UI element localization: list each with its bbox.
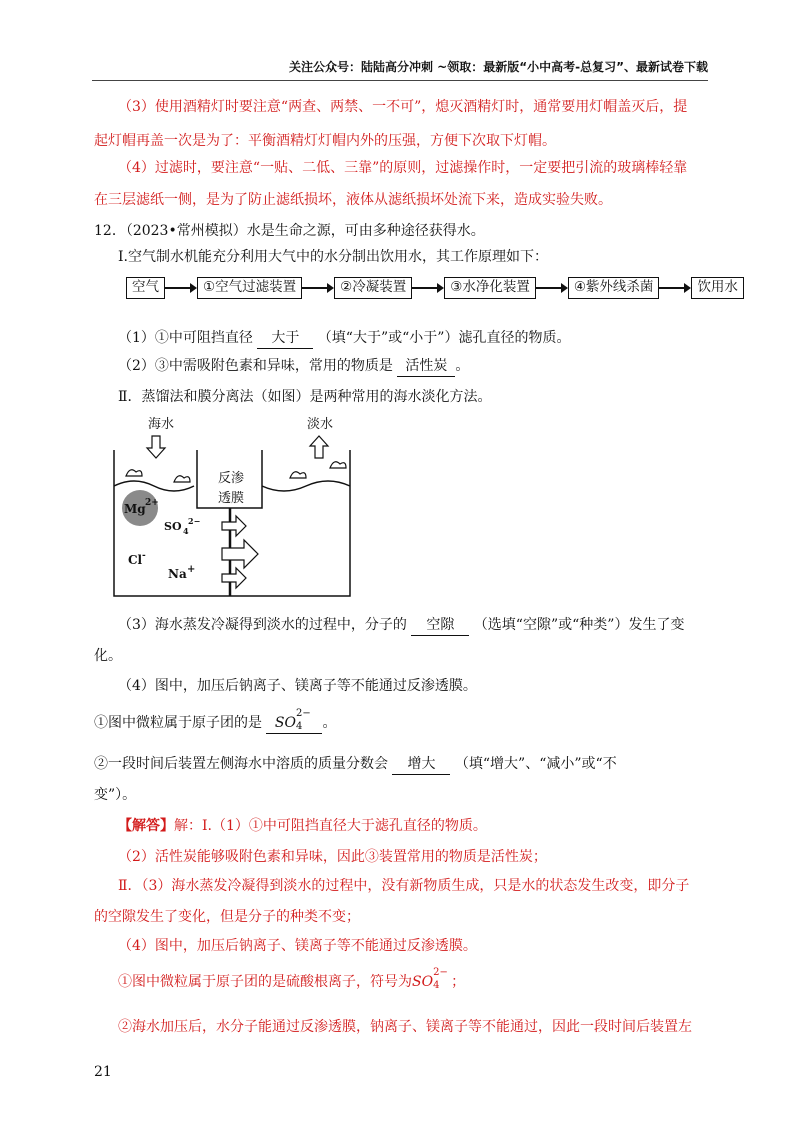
q4a-answer-formula: SO [274, 715, 296, 731]
prev-answer-line: （4）过滤时，要注意“一贴、二低、三靠”的原则，过滤操作时，一定要把引流的玻璃棒轻靠 [118, 160, 688, 176]
q2-answer-blank: 活性炭 [397, 356, 455, 377]
flow-step: ①空气过滤装置 [197, 277, 302, 299]
solution-formula-charge: 2− [433, 967, 448, 978]
question-1 [118, 328, 570, 349]
right-arrow-icon [222, 568, 246, 588]
freshwater-label: 淡水 [307, 417, 334, 432]
solution-formula-subscript: 4 [433, 980, 440, 991]
flow-step: ②冷凝装置 [334, 277, 412, 299]
wave-icon [330, 462, 346, 468]
right-arrow-icon [222, 540, 258, 568]
q1-text: （填“大于”或“小于”）滤孔直径的物质。 [313, 330, 571, 346]
q2-text: 。 [455, 358, 470, 374]
flow-diagram [126, 277, 744, 299]
so4-ion-label: SO [164, 520, 182, 533]
down-arrow-icon [147, 436, 165, 458]
prev-answer-line: （3）使用酒精灯时要注意“两查、两禁、一不可”，熄灭酒精灯时，通常要用灯帽盖灭后，提 [118, 99, 688, 115]
q1-answer-blank: 大于 [257, 328, 313, 349]
so4-ion-sub: 4 [183, 526, 189, 536]
na-ion-charge: + [187, 564, 196, 575]
part1-intro: Ⅰ.空气制水机能充分利用大气中的水分制出饮用水，其工作原理如下： [118, 249, 548, 265]
solution-line: 的空隙发生了变化，但是分子的种类不变； [94, 909, 360, 925]
solution-text: ； [451, 974, 466, 990]
mg-ion-charge: 2+ [145, 498, 159, 508]
wave-icon [174, 476, 190, 482]
right-arrow-icon [222, 516, 246, 536]
membrane-label: 透膜 [218, 491, 245, 506]
prev-answer-line: 在三层滤纸一侧，是为了防止滤纸损坏，液体从滤纸损坏处流下来，造成实验失败。 [94, 192, 612, 208]
membrane-label: 反渗 [218, 471, 245, 486]
flow-arrow-icon [536, 277, 568, 299]
question-title: 12．（2023•常州模拟）水是生命之源，可由多种途径获得水。 [94, 223, 485, 239]
up-arrow-icon [310, 436, 328, 458]
question-4: （4）图中，加压后钠离子、镁离子等不能通过反渗透膜。 [118, 678, 477, 694]
solution-line [118, 967, 466, 992]
right-water-surface [262, 481, 350, 491]
flow-step: 空气 [126, 277, 165, 299]
q4a-answer-subscript: 4 [295, 721, 303, 732]
q4a-answer-charge: 2− [295, 708, 311, 719]
cl-ion-charge: - [142, 551, 146, 561]
q1-text: （1）①中可阻挡直径 [118, 330, 258, 346]
solution-line: Ⅱ．（3）海水蒸发冷凝得到淡水的过程中，没有新物质生成，只是水的状态发生改变，即分子 [118, 878, 690, 894]
flow-arrow-icon [302, 277, 334, 299]
question-4a [94, 708, 337, 734]
solution-text: 解：Ⅰ.（1）①中可阻挡直径大于滤孔直径的物质。 [174, 818, 487, 834]
wave-icon [290, 472, 306, 478]
flow-step: ③水净化装置 [444, 277, 536, 299]
page-header: 关注公众号：陆陆高分冲刺 ~领取：最新版“小中高考-总复习”、最新试卷下载 [289, 60, 708, 74]
cl-ion-label: Cl [128, 553, 143, 567]
q4a-text: ①图中微粒属于原子团的是 [94, 715, 267, 731]
so4-ion-charge: 2− [188, 516, 201, 526]
wave-icon [126, 470, 142, 476]
question-3-cont: 化。 [94, 648, 122, 664]
solution-line: （2）活性炭能够吸附色素和异味，因此③装置常用的物质是活性炭； [118, 849, 547, 865]
q4a-text: 。 [322, 715, 337, 731]
flow-arrow-icon [165, 277, 197, 299]
q4a-answer-blank [266, 708, 322, 734]
flow-step: ④紫外线杀菌 [568, 277, 660, 299]
flow-arrow-icon [412, 277, 444, 299]
solution-line: ②海水加压后，水分子能通过反渗透膜，钠离子、镁离子等不能通过，因此一段时间后装置左 [118, 1019, 692, 1035]
page-number: 21 [94, 1064, 112, 1080]
solution-line: （4）图中，加压后钠离子、镁离子等不能通过反渗透膜。 [118, 938, 477, 954]
reverse-osmosis-figure [112, 412, 356, 604]
solution-label: 【解答】 [118, 818, 174, 834]
part2-intro: Ⅱ．蒸馏法和膜分离法（如图）是两种常用的海水淡化方法。 [118, 389, 492, 405]
q4b-text: （填“增大”、“减小”或“不 [450, 756, 617, 772]
question-4b [94, 754, 617, 775]
question-4b-cont: 变”）。 [94, 787, 137, 803]
na-ion-label: Na [168, 567, 187, 581]
q3-text: （选填“空隙”或“种类”）发生了变 [469, 617, 685, 633]
question-3 [118, 615, 684, 636]
mg-ion-label: Mg [124, 502, 146, 516]
q4b-text: ②一段时间后装置左侧海水中溶质的质量分数会 [94, 756, 393, 772]
q3-text: （3）海水蒸发冷凝得到淡水的过程中，分子的 [118, 617, 412, 633]
solution-text: ①图中微粒属于原子团的是硫酸根离子，符号为 [118, 974, 412, 990]
solution-line [118, 816, 487, 836]
q4b-answer-blank: 增大 [392, 754, 450, 775]
seawater-label: 海水 [148, 417, 175, 432]
solution-formula: SO [412, 974, 434, 990]
flow-step: 饮用水 [691, 277, 744, 299]
header-rule [92, 80, 708, 81]
q2-text: （2）③中需吸附色素和异味，常用的物质是 [118, 358, 398, 374]
question-2 [118, 356, 469, 377]
q3-answer-blank: 空隙 [411, 615, 469, 636]
prev-answer-line: 起灯帽再盖一次是为了：平衡酒精灯灯帽内外的压强，方便下次取下灯帽。 [94, 133, 556, 149]
flow-arrow-icon [659, 277, 691, 299]
